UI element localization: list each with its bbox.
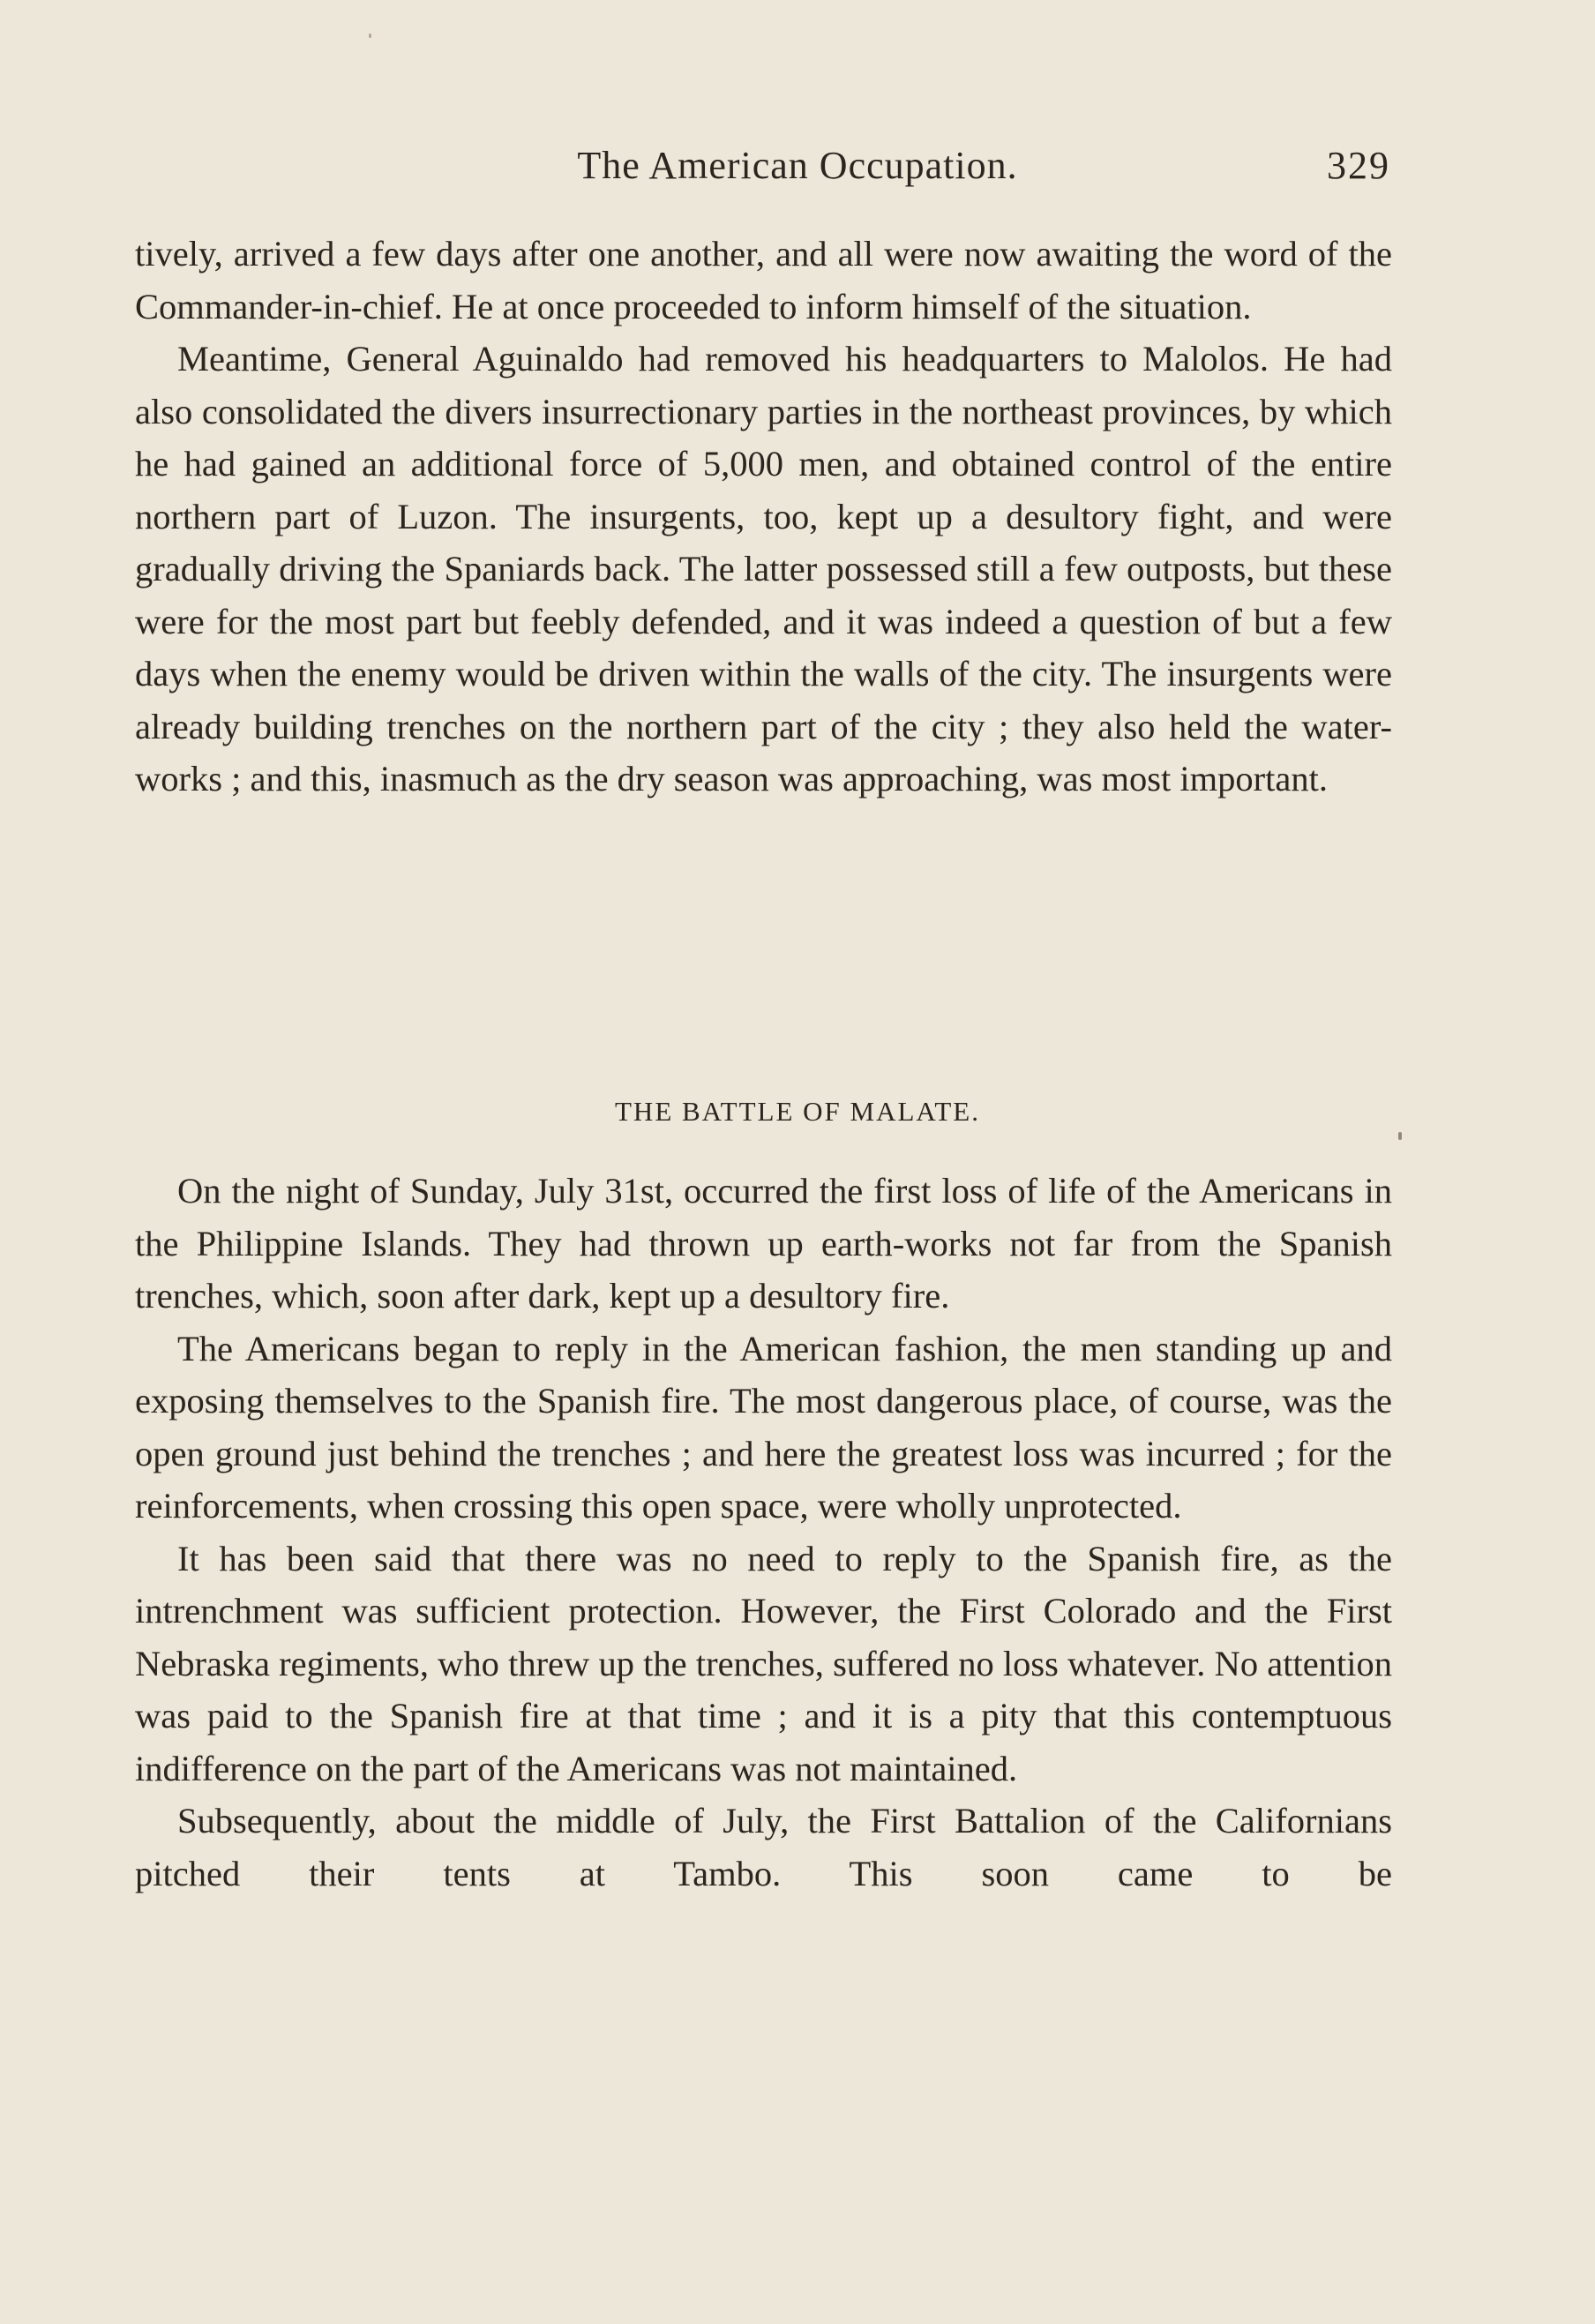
paragraph: The Americans began to reply in the American fashion, the men standing up and exposing themselves to the Spanish fire. The most dangerous place, of course, was the open ground just behind the trenches ; and here the greatest loss was incurred ; for the reinforcements, when crossing this open space, were wholly unprotected.	[135, 1328, 1392, 1526]
paper-speck	[1398, 1132, 1402, 1140]
paragraph-continues: Subsequently, about the middle of July, the First Battalion of the Californians pitched their tents at Tambo. This soon came to be	[135, 1801, 1392, 1893]
paragraph: Meantime, General Aguinaldo had removed his headquarters to Malolos. He had also consolidated the divers insurrectionary parties in the northeast provinces, by which he had gained an additional force of 5,000 men, and obtained control of the entire northern part of Luzon. The insurgents, too, kept up a desultory fight, and were gradually driving the Spaniards back. The latter possessed still a few outposts, but these were for the most part but feebly defended, and it was indeed a question of but a few days when the enemy would be driven within the walls of the city. The insurgents were already building trenches on the northern part of the city ; they also held the water-works ; and this, inasmuch as the dry season was approaching, was most important.	[135, 339, 1392, 798]
section-heading: THE BATTLE OF MALATE.	[615, 1096, 980, 1127]
paragraph: It has been said that there was no need to reply to the Spanish fire, as the intrenchment was sufficient protection. However, the First Colorado and the First Nebraska regiments, who threw up the trenches, suffered no loss whatever. No attention was paid to the Spanish fire at that time ; and it is a pity that this contemptuous indifference on the part of the Americans was not maintained.	[135, 1538, 1392, 1788]
paper-speck	[369, 34, 371, 38]
paragraph-continued: tively, arrived a few days after one another, and all were now awaiting the word of the Commander-in-chief. He at once proceeded to inform himself of the situation.	[135, 234, 1392, 326]
paragraph: On the night of Sunday, July 31st, occurred the first loss of life of the Americans in the Philippine Islands. They had thrown up earth-works not far from the Spanish trenches, which, soon after dark, kept up a desultory fire.	[135, 1171, 1392, 1316]
body-text-before-heading	[135, 228, 1392, 806]
running-head	[0, 139, 1595, 192]
page-number: 329	[1327, 144, 1390, 187]
running-title: The American Occupation.	[577, 144, 1018, 187]
body-text-after-heading	[135, 1165, 1392, 1900]
